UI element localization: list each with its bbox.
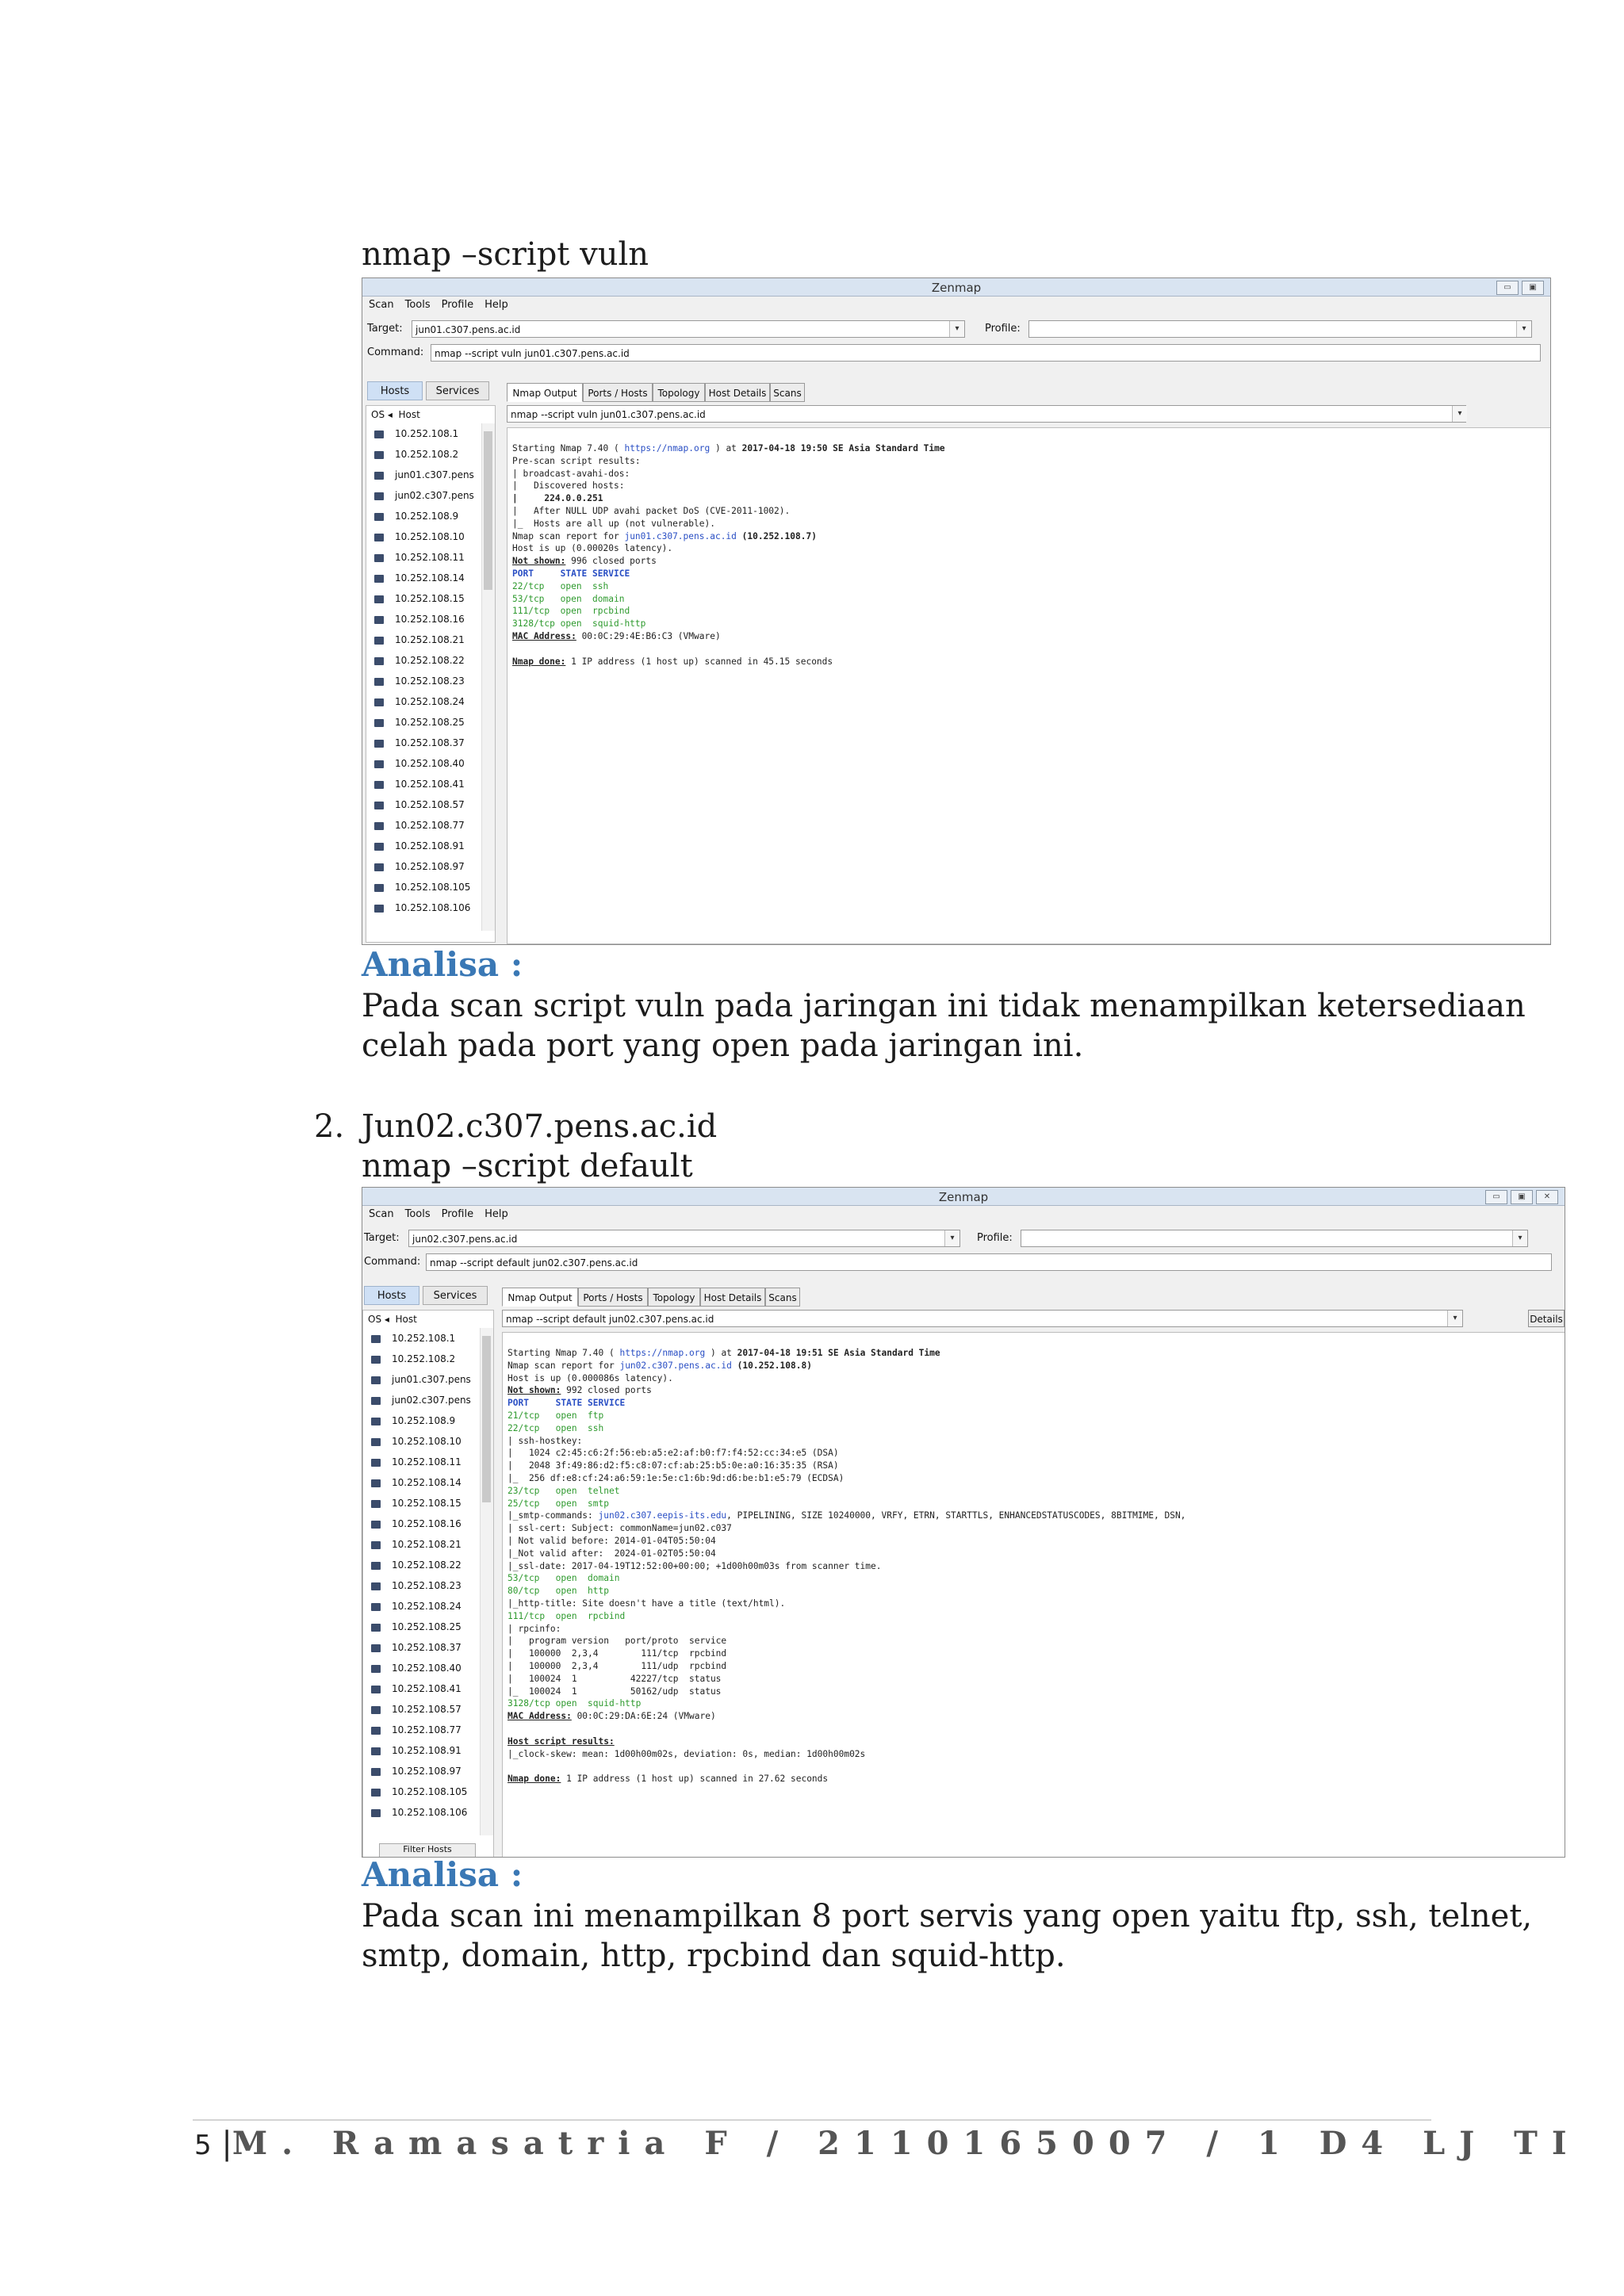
target-input[interactable]: jun01.c307.pens.ac.id [412,320,965,338]
host-name: 10.252.108.106 [392,1807,468,1818]
host-name: 10.252.108.77 [392,1724,462,1735]
host-list-item[interactable] [366,588,465,609]
os-icon [374,678,384,686]
host-name: 10.252.108.23 [392,1580,462,1591]
host-list-item[interactable] [366,836,465,856]
os-icon [374,719,384,727]
host-list-item[interactable] [366,897,470,918]
host-name: 10.252.108.2 [392,1353,456,1364]
os-icon [374,863,384,871]
host-name: 10.252.108.11 [395,552,465,563]
tab-topology[interactable]: Topology [653,383,705,402]
host-list-item[interactable] [366,465,474,485]
os-icon [374,822,384,830]
host-name: 10.252.108.15 [392,1498,462,1509]
output-selector-dropdown-icon[interactable]: ▾ [1447,1311,1462,1326]
command-label: Command: [367,346,424,358]
host-list-item[interactable] [363,1740,462,1761]
os-icon [374,616,384,624]
host-name: 10.252.108.15 [395,593,465,604]
host-name: 10.252.108.16 [392,1518,462,1529]
host-name: 10.252.108.9 [395,511,459,522]
host-name: 10.252.108.22 [395,655,465,666]
host-list [366,405,496,943]
host-name: 10.252.108.22 [392,1559,462,1571]
os-icon [371,1418,381,1425]
host-name: 10.252.108.14 [392,1477,462,1488]
host-list-item[interactable] [366,650,465,671]
section2-analisa-line2: smtp, domain, http, rpcbind dan squid-http. [362,1938,1066,1974]
os-icon [371,1789,381,1797]
host-list [362,1310,494,1858]
os-icon [371,1582,381,1590]
command-input[interactable]: nmap --script default jun02.c307.pens.ac.id [426,1253,1552,1271]
host-list-item[interactable] [363,1390,471,1410]
host-list-header: OS ◂ Host [371,409,420,420]
host-name: 10.252.108.41 [392,1683,462,1694]
os-icon [371,1624,381,1632]
host-list-item[interactable] [366,856,465,877]
host-name: 10.252.108.105 [392,1786,468,1797]
section1-analisa-line1: Pada scan script vuln pada jaringan ini tidak menampilkan ketersediaan [362,988,1526,1024]
menu-profile[interactable]: Profile [441,1208,474,1220]
tab-scans[interactable]: Scans [765,1288,800,1307]
menu-help[interactable]: Help [485,1208,508,1220]
os-icon [374,534,384,541]
menu-profile[interactable]: Profile [441,299,474,311]
minimize-button[interactable]: ▭ [1496,281,1519,295]
host-list-item[interactable] [363,1617,462,1637]
close-button[interactable]: ✕ [1536,1190,1558,1204]
footer-author: M. Ramasatria F / 2110165007 / 1 D4 LJ TI [232,2125,1581,2162]
os-icon [374,905,384,913]
host-list-scrollbar[interactable] [480,1328,493,1835]
profile-dropdown-icon[interactable]: ▾ [1512,1230,1527,1246]
footer-separator: | [221,2126,232,2162]
nmap-output-panel [507,427,1551,944]
tab-ports-hosts[interactable]: Ports / Hosts [578,1288,648,1307]
os-icon [374,595,384,603]
os-icon [374,451,384,459]
host-name: 10.252.108.23 [395,675,465,687]
host-list-item[interactable] [366,691,465,712]
host-list-item[interactable] [363,1452,462,1472]
host-name: jun01.c307.pens [392,1374,471,1385]
output-selector[interactable]: nmap --script default jun02.c307.pens.ac.id [502,1310,1463,1327]
host-name: 10.252.108.24 [395,696,465,707]
host-list-item[interactable] [366,629,465,650]
tab-hosts[interactable]: Hosts [364,1286,419,1305]
command-row [362,1251,1565,1273]
section2-number: 2. [314,1108,345,1145]
host-name: 10.252.108.106 [395,902,471,913]
host-list-item[interactable] [366,526,465,547]
host-list-item[interactable] [366,815,465,836]
os-icon [371,1459,381,1467]
host-list-item[interactable] [366,423,458,444]
os-icon [371,1521,381,1529]
os-icon [374,781,384,789]
host-list-item[interactable] [366,794,465,815]
os-icon [371,1335,381,1343]
os-icon [374,802,384,809]
os-icon [371,1562,381,1570]
tab-nmap-output[interactable]: Nmap Output [502,1288,578,1307]
host-list-item[interactable] [363,1575,462,1596]
host-list-item[interactable] [366,733,465,753]
tab-host-details[interactable]: Host Details [700,1288,765,1307]
host-list-item[interactable] [366,547,465,568]
host-name: 10.252.108.10 [392,1436,462,1447]
page-number: 5 [194,2130,212,2161]
host-list-item[interactable] [363,1555,462,1575]
tab-host-details[interactable]: Host Details [705,383,770,402]
tab-ports-hosts[interactable]: Ports / Hosts [583,383,653,402]
profile-label: Profile: [985,323,1021,335]
host-list-item[interactable] [363,1472,462,1493]
host-name: 10.252.108.57 [395,799,465,810]
host-name: jun02.c307.pens [395,490,474,501]
footer [194,2125,1581,2162]
command-input[interactable]: nmap --script vuln jun01.c307.pens.ac.id [431,344,1541,362]
os-icon [371,1603,381,1611]
host-name: 10.252.108.97 [395,861,465,872]
host-list-item[interactable] [363,1328,455,1349]
host-name: 10.252.108.24 [392,1601,462,1612]
host-name: 10.252.108.40 [392,1663,462,1674]
section2-heading: nmap –script default [362,1148,693,1184]
host-name: 10.252.108.40 [395,758,465,769]
host-list-item[interactable] [363,1658,462,1678]
host-list-item[interactable] [366,877,470,897]
host-list-item[interactable] [363,1596,462,1617]
menu-scan[interactable]: Scan [369,299,394,311]
host-name: 10.252.108.105 [395,882,471,893]
os-icon [374,657,384,665]
command-label: Command: [364,1256,421,1268]
window-title: Zenmap [938,1190,989,1204]
os-icon [371,1809,381,1817]
host-list-item[interactable] [363,1781,467,1802]
nmap-output-panel [502,1332,1565,1858]
minimize-button[interactable]: ▭ [1485,1190,1507,1204]
output-selector[interactable]: nmap --script vuln jun01.c307.pens.ac.id [507,405,1466,423]
host-list-item[interactable] [363,1699,462,1720]
host-name: 10.252.108.41 [395,779,465,790]
os-icon [374,698,384,706]
os-icon [371,1376,381,1384]
os-icon [371,1479,381,1487]
host-list-item[interactable] [363,1720,462,1740]
host-name: 10.252.108.14 [395,572,465,584]
host-list-item[interactable] [366,506,458,526]
host-list-item[interactable] [363,1493,462,1513]
tab-hosts[interactable]: Hosts [367,381,423,400]
window-titlebar [362,278,1550,297]
os-icon [374,513,384,521]
details-button[interactable]: Details [1528,1310,1565,1327]
profile-label: Profile: [977,1232,1013,1244]
os-icon [371,1727,381,1735]
profile-input[interactable] [1021,1230,1528,1247]
host-name: 10.252.108.97 [392,1766,462,1777]
os-icon [371,1397,381,1405]
filter-hosts-button[interactable]: Filter Hosts [379,1843,476,1858]
os-icon [374,637,384,645]
host-list-item[interactable] [366,712,465,733]
host-list-item[interactable] [366,774,465,794]
host-list-item[interactable] [366,753,465,774]
output-selector-dropdown-icon[interactable]: ▾ [1452,406,1467,422]
host-list-item[interactable] [363,1761,462,1781]
section2-host: Jun02.c307.pens.ac.id [362,1108,718,1145]
os-icon [371,1768,381,1776]
os-icon [371,1644,381,1652]
target-label: Target: [364,1232,400,1244]
menu-scan[interactable]: Scan [369,1208,394,1220]
nmap-output-text: Starting Nmap 7.40 ( https://nmap.org ) at 2017-04-18 19:51 SE Asia Standard Time Nmap scan report for jun02.c307.pens.ac.id (10.252.108.8) Host is up (0.000086s latency). Not shown: 992 closed ports PORT STATE SERVICE 21/tcp open ftp 22/tcp open ssh | ssh-hostkey: | 1024 c2:45:c6:2f:56:eb:a5:e2:af:b0:f7:f4:52:cc:34:e5 (DSA) | 2048 3f:49:86:d2:f5:c8:07:cf:ab:25:b5:0e:a0:16:35:35 (RSA) |_ 256 df:e8:cf:24:a6:59:1e:5e:c1:6b:9d:d6:be:b1:e5:79 (ECDSA) 23/tcp open telnet 25/tcp open smtp |_smtp-commands: jun02.c307.eepis-its.edu, PIPELINING, SIZE 10240000, VRFY, ETRN, STARTTLS, ENHANCEDSTATUSCODES, 8BITMIME, DSN, | ssl-cert: Subject: commonName=jun02.c037 | Not valid before: 2014-01-04T05:50:04 |_Not valid after: 2024-01-02T05:50:04 |_ssl-date: 2017-04-19T12:52:00+00:00; +1d00h00m03s from scanner time. 53/tcp open domain 80/tcp open http |_http-title: Site doesn't have a title (text/html). 111/tcp open rpcbind | rpcinfo: | program version port/proto service | 100000 2,3,4 111/tcp rpcbind | 100000 2,3,4 111/udp rpcbind | 100024 1 42227/tcp status |_ 100024 1 50162/udp status 3128/tcp open squid-http MAC Address: 00:0C:29:DA:6E:24 (VMware) Host script results: |_clock-skew: mean: 1d00h00m02s, deviation: 0s, median: 1d00h00m02s Nmap done: 1 IP address (1 host up) scanned in 27.62 seconds [508,1348,1186,1785]
host-name: jun02.c307.pens [392,1395,471,1406]
tab-services[interactable]: Services [426,381,489,400]
profile-input[interactable] [1028,320,1532,338]
host-list-item[interactable] [363,1534,462,1555]
host-list-item[interactable] [363,1410,455,1431]
target-dropdown-icon[interactable]: ▾ [944,1230,959,1246]
os-icon [371,1438,381,1446]
host-list-item[interactable] [363,1369,471,1390]
host-name: 10.252.108.25 [395,717,465,728]
host-name: 10.252.108.37 [395,737,465,748]
host-list-item[interactable] [363,1678,462,1699]
os-icon [371,1356,381,1364]
host-name: 10.252.108.91 [392,1745,462,1756]
target-row [362,318,1550,340]
host-name: 10.252.108.10 [395,531,465,542]
tab-scans[interactable]: Scans [770,383,805,402]
section2-analisa-label: Analisa : [362,1855,523,1894]
host-name: 10.252.108.11 [392,1456,462,1468]
host-list-item[interactable] [363,1802,467,1823]
section1-heading: nmap –script vuln [362,236,649,273]
host-list-item[interactable] [363,1513,462,1534]
window-title: Zenmap [931,281,982,295]
target-label: Target: [367,323,403,335]
os-icon [371,1665,381,1673]
menu-bar [362,296,1550,315]
menu-tools[interactable]: Tools [404,1208,431,1220]
nmap-output-text: Starting Nmap 7.40 ( https://nmap.org ) at 2017-04-18 19:50 SE Asia Standard Time Pre-scan script results: | broadcast-avahi-dos: | Discovered hosts: | 224.0.0.251 | After NULL UDP avahi packet DoS (CVE-2011-1002). |_ Hosts are all up (not vulnerable). Nmap scan report for jun01.c307.pens.ac.id (10.252.108.7) Host is up (0.00020s latency). Not shown: 996 closed ports PORT STATE SERVICE 22/tcp open ssh 53/tcp open domain 111/tcp open rpcbind 3128/tcp open squid-http MAC Address: 00:0C:29:4E:B6:C3 (VMware) Nmap done: 1 IP address (1 host up) scanned in 45.15 seconds [512,443,945,667]
tab-topology[interactable]: Topology [648,1288,700,1307]
menu-tools[interactable]: Tools [404,299,431,311]
host-name: 10.252.108.21 [395,634,465,645]
host-name: 10.252.108.57 [392,1704,462,1715]
profile-dropdown-icon[interactable]: ▾ [1516,321,1531,337]
host-name: 10.252.108.1 [395,428,459,439]
os-icon [374,430,384,438]
os-icon [371,1686,381,1693]
zenmap-window-1 [362,277,1551,945]
host-name: 10.252.108.91 [395,840,465,851]
section1-analisa-label: Analisa : [362,945,523,984]
command-row [362,342,1550,364]
host-list-item[interactable] [366,609,465,629]
section2-analisa-line1: Pada scan ini menampilkan 8 port servis yang open yaitu ftp, ssh, telnet, [362,1898,1533,1934]
os-icon [374,554,384,562]
os-icon [371,1706,381,1714]
section1-analisa-line2: celah pada port yang open pada jaringan ini. [362,1027,1084,1064]
os-icon [374,472,384,480]
host-name: 10.252.108.9 [392,1415,456,1426]
host-name: 10.252.108.1 [392,1333,456,1344]
host-list-item[interactable] [363,1637,462,1658]
tab-nmap-output[interactable]: Nmap Output [507,383,583,402]
host-name: 10.252.108.37 [392,1642,462,1653]
os-icon [374,884,384,892]
os-icon [374,760,384,768]
host-name: 10.252.108.77 [395,820,465,831]
tab-services[interactable]: Services [423,1286,488,1305]
host-name: 10.252.108.21 [392,1539,462,1550]
zenmap-window-2 [362,1187,1565,1858]
target-row [362,1227,1565,1249]
target-dropdown-icon[interactable]: ▾ [949,321,964,337]
host-list-scrollbar[interactable] [481,423,495,931]
os-icon [374,492,384,500]
host-name: jun01.c307.pens [395,469,474,480]
host-list-item[interactable] [366,444,458,465]
maximize-button[interactable]: ▣ [1522,281,1544,295]
os-icon [371,1500,381,1508]
host-name: 10.252.108.25 [392,1621,462,1632]
target-input[interactable]: jun02.c307.pens.ac.id [408,1230,960,1247]
os-icon [371,1747,381,1755]
menu-help[interactable]: Help [485,299,508,311]
host-list-item[interactable] [366,671,465,691]
maximize-button[interactable]: ▣ [1511,1190,1533,1204]
host-list-item[interactable] [366,485,474,506]
host-list-item[interactable] [363,1349,455,1369]
footer-divider [193,2119,1431,2121]
os-icon [374,740,384,748]
host-list-item[interactable] [363,1431,462,1452]
menu-bar [362,1205,1565,1224]
host-name: 10.252.108.2 [395,449,459,460]
os-icon [374,575,384,583]
host-list-item[interactable] [366,568,465,588]
host-name: 10.252.108.16 [395,614,465,625]
os-icon [371,1541,381,1549]
os-icon [374,843,384,851]
window-titlebar [362,1188,1565,1206]
host-list-header: OS ◂ Host [368,1314,417,1325]
